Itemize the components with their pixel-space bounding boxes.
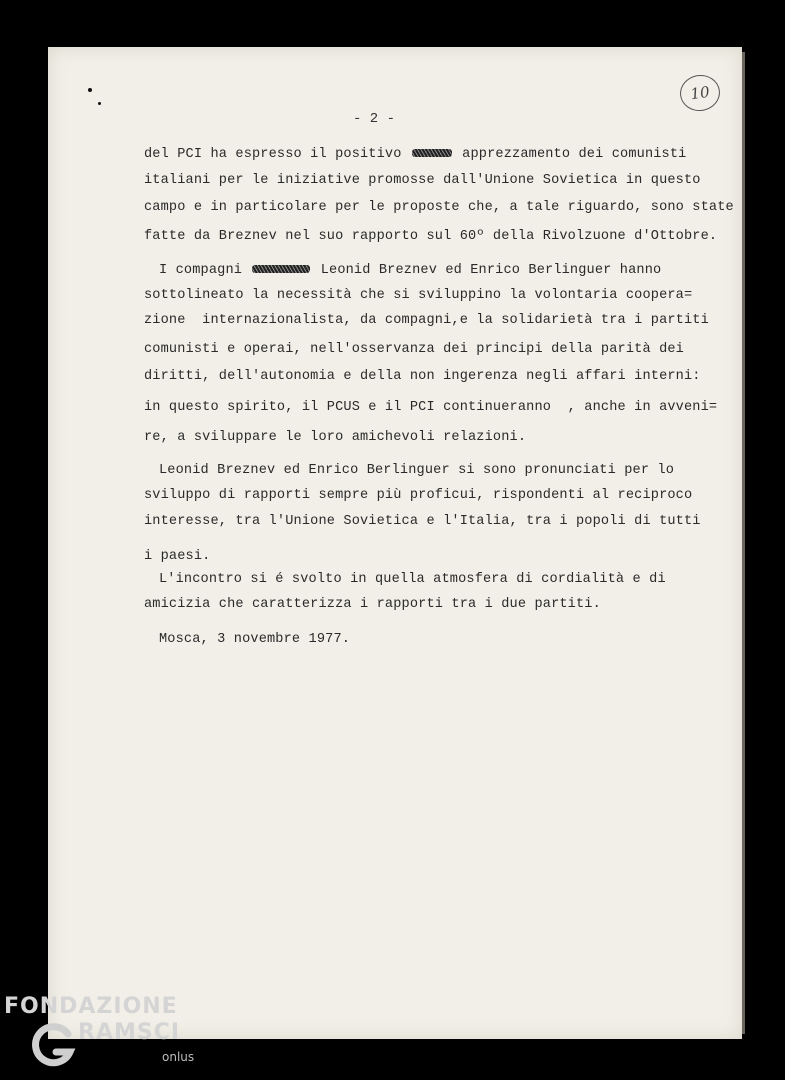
place-date-line: Mosca, 3 novembre 1977. — [159, 632, 351, 647]
punch-mark — [98, 102, 101, 105]
text-line-15: i paesi. — [144, 549, 211, 564]
document-page — [48, 47, 742, 1039]
text-line-8: comunisti e operai, nell'osservanza dei principi della parità dei — [144, 342, 684, 357]
text-line-2: italiani per le iniziative promosse dall'Unione Sovietica in questo — [144, 173, 701, 188]
watermark-line1: FONDAZIONE — [4, 994, 178, 1019]
text-line-11: re, a sviluppare le loro amichevoli relazioni. — [144, 430, 527, 445]
text-line-5: I compagni Leonid Breznev ed Enrico Berlinguer hanno — [159, 263, 662, 278]
text-line-4: fatte da Breznev nel suo rapporto sul 60º della Rivolzuone d'Ottobre. — [144, 229, 718, 244]
gramsci-g-logo-icon — [30, 1022, 76, 1068]
folio-number: 10 — [678, 72, 723, 113]
scribble-mark — [412, 149, 452, 157]
text-line-10: in questo spirito, il PCUS e il PCI continueranno , anche in avveni= — [144, 400, 718, 415]
text-line-12: Leonid Breznev ed Enrico Berlinguer si sono pronunciati per lo — [159, 463, 675, 478]
text-line-13: sviluppo di rapporti sempre più proficui, rispondenti al reciproco — [144, 488, 693, 503]
scribble-mark — [252, 265, 310, 273]
text-line-7: zione internazionalista, da compagni,e la solidarietà tra i partiti — [144, 313, 709, 328]
page-number: - 2 - — [352, 111, 395, 127]
page-edge — [742, 52, 745, 1034]
watermark-suffix: onlus — [162, 1050, 195, 1064]
text-line-3: campo e in particolare per le proposte che, a tale riguardo, sono state — [144, 200, 734, 215]
text-line-6: sottolineato la necessità che si sviluppino la volontaria coopera= — [144, 288, 693, 303]
text-line-17: amicizia che caratterizza i rapporti tra i due partiti. — [144, 597, 601, 612]
text-line-9: diritti, dell'autonomia e della non ingerenza negli affari interni: — [144, 369, 701, 384]
text-line-14: interesse, tra l'Unione Sovietica e l'Italia, tra i popoli di tutti — [144, 514, 701, 529]
watermark-line2: RAMSCI — [78, 1020, 181, 1045]
text-line-16: L'incontro si é svolto in quella atmosfera di cordialità e di — [159, 572, 666, 587]
text-line-1: del PCI ha espresso il positivo apprezzamento dei comunisti — [144, 147, 687, 162]
punch-mark — [88, 88, 92, 92]
